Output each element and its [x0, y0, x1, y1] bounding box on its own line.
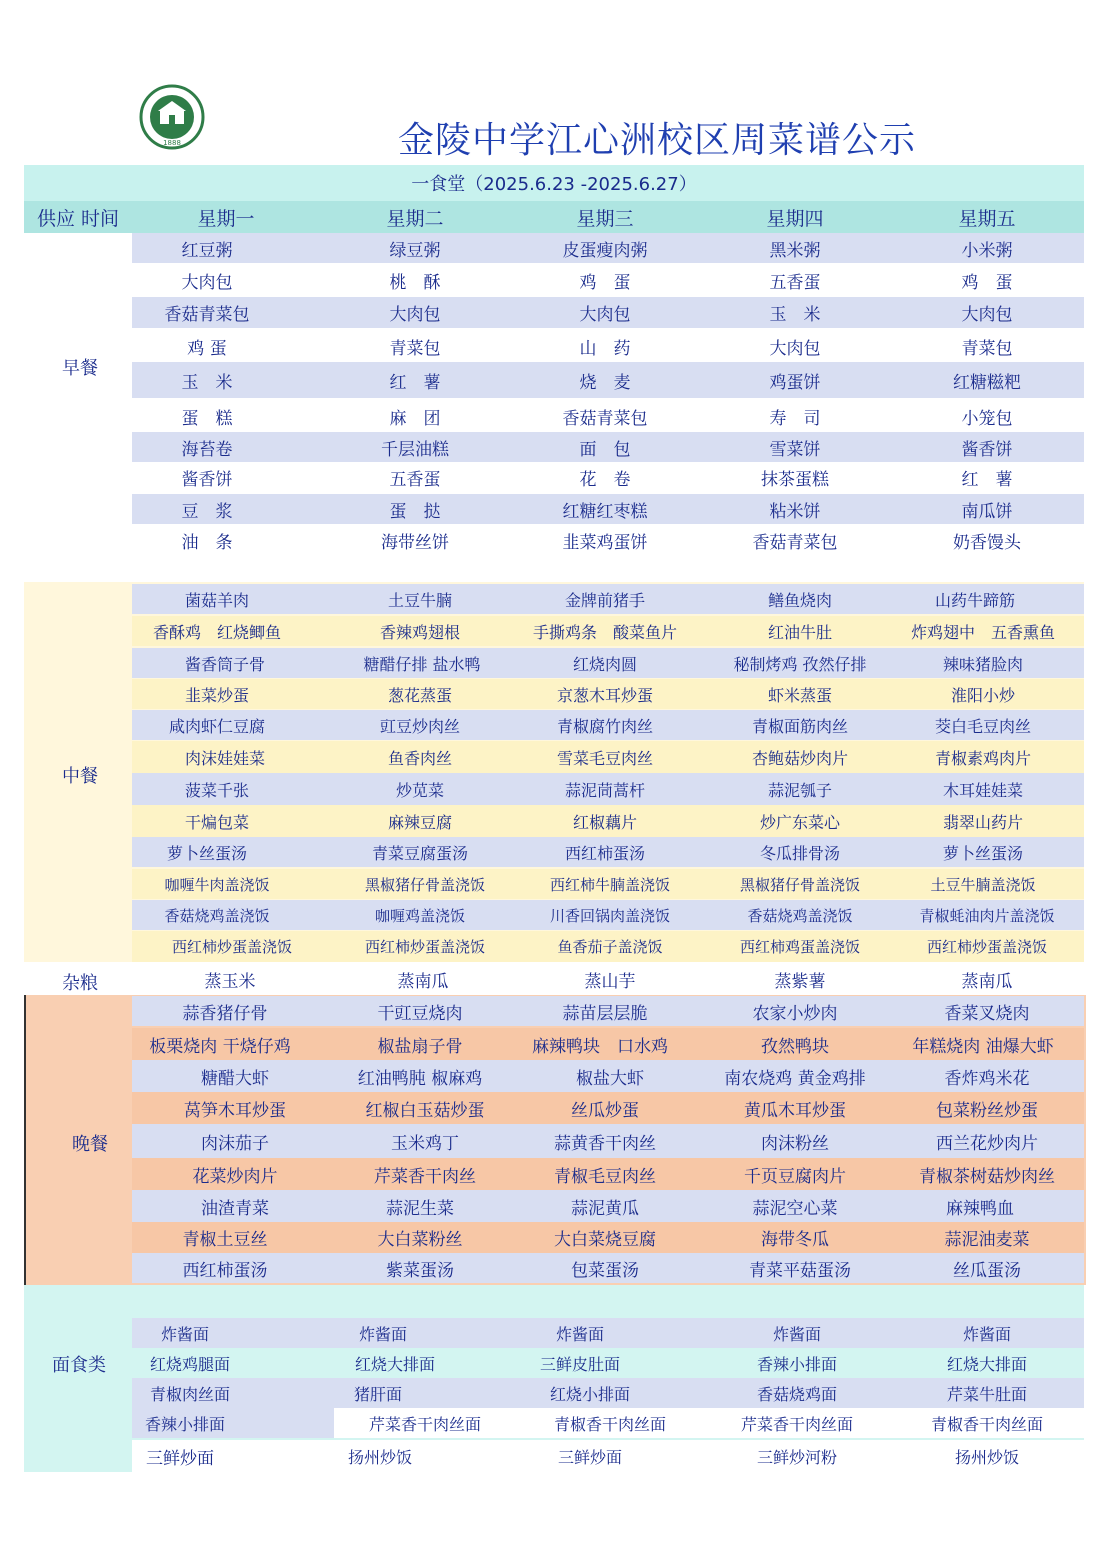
menu-cell: 香辣小排面 [756, 1354, 837, 1374]
menu-cell: 青椒肉丝面 [149, 1384, 230, 1404]
menu-cell: 香辣鸡翅根 [379, 622, 460, 642]
menu-cell: 咖喱鸡盖浇饭 [374, 906, 465, 925]
menu-cell: 香炸鸡米花 [944, 1068, 1030, 1089]
lunch-row [132, 616, 1084, 646]
menu-cell: 包菜蛋汤 [571, 1260, 639, 1281]
menu-cell: 西红柿鸡蛋盖浇饭 [739, 938, 860, 956]
noodle-row [132, 1408, 1084, 1438]
menu-cell: 肉沫娃娃菜 [184, 748, 265, 768]
menu-cell: 雪菜毛豆肉丝 [556, 748, 653, 768]
menu-cell: 韭菜鸡蛋饼 [562, 532, 648, 553]
menu-cell: 芹菜牛肚面 [946, 1384, 1027, 1404]
menu-cell: 蒸山芋 [584, 971, 636, 992]
menu-cell: 板栗烧肉 干烧仔鸡 [149, 1036, 291, 1057]
menu-cell: 西红柿牛腩盖浇饭 [549, 875, 670, 894]
menu-cell: 大白菜粉丝 [377, 1230, 463, 1250]
menu-cell: 干豇豆烧肉 [377, 1003, 463, 1024]
menu-cell: 农家小炒肉 [752, 1003, 838, 1024]
menu-cell: 香菇青菜包 [752, 532, 838, 553]
header-day: 星期四 [766, 207, 824, 230]
menu-cell: 丝瓜蛋汤 [953, 1260, 1021, 1281]
menu-cell: 麻辣豆腐 [387, 812, 452, 832]
lunch-row [132, 773, 1084, 805]
menu-cell: 烧 麦 [579, 372, 631, 393]
dinner-row [132, 1060, 1084, 1092]
school-logo [130, 84, 214, 150]
menu-cell: 孜然鸭块 [761, 1036, 829, 1057]
menu-cell: 玉米鸡丁 [391, 1133, 459, 1154]
menu-cell: 蒜泥生菜 [386, 1198, 454, 1219]
menu-cell: 红油鸭肫 椒麻鸡 [357, 1068, 483, 1089]
menu-cell: 红油牛肚 [767, 622, 832, 642]
menu-cell: 辣味猪脸肉 [942, 654, 1023, 674]
menu-cell: 翡翠山药片 [942, 812, 1023, 832]
menu-cell: 油渣青菜 [201, 1198, 269, 1219]
dinner-row [132, 1190, 1084, 1222]
breakfast-row [132, 432, 1084, 462]
menu-cell: 包菜粉丝炒蛋 [936, 1100, 1038, 1121]
menu-cell: 香菇烧鸡面 [756, 1384, 837, 1404]
breakfast-row [132, 462, 1084, 492]
lunch-row [132, 900, 1084, 930]
menu-cell: 红烧肉圆 [572, 654, 637, 674]
menu-cell: 蒜苗层层脆 [562, 1003, 648, 1024]
menu-cell: 红糖红枣糕 [562, 501, 648, 522]
menu-cell: 青菜包 [961, 338, 1013, 359]
menu-cell: 蒜泥茼蒿杆 [564, 780, 645, 800]
menu-cell: 丝瓜炒蛋 [571, 1100, 639, 1121]
menu-cell: 手撕鸡条 酸菜鱼片 [532, 622, 677, 642]
menu-cell: 青菜平菇蛋汤 [749, 1260, 851, 1281]
lunch-label: 中餐 [62, 766, 98, 787]
menu-cell: 芹菜香干肉丝 [374, 1166, 476, 1187]
header-supply-time: 供应 时间 [36, 207, 120, 230]
menu-cell: 红烧大排面 [354, 1354, 435, 1374]
menu-cell: 萝卜丝蛋汤 [942, 843, 1023, 863]
dinner-row [132, 996, 1084, 1026]
lunch-row [132, 710, 1084, 740]
menu-cell: 红烧鸡腿面 [149, 1354, 230, 1374]
menu-cell: 麻辣鸭血 [946, 1198, 1014, 1219]
menu-cell: 青椒蚝油肉片盖浇饭 [919, 906, 1055, 925]
menu-cell: 年糕烧肉 油爆大虾 [912, 1036, 1054, 1057]
menu-cell: 茭白毛豆肉丝 [934, 716, 1031, 736]
menu-cell: 酱香饼 [961, 439, 1013, 460]
grains-label: 杂粮 [62, 973, 98, 994]
menu-cell: 炸酱面 [358, 1324, 407, 1344]
header-day: 星期二 [386, 207, 444, 230]
dinner-row [132, 1028, 1084, 1060]
dinner-row [132, 1222, 1084, 1253]
menu-cell: 蛋 糕 [181, 408, 233, 429]
breakfast-row [132, 494, 1084, 524]
menu-cell: 千层油糕 [381, 439, 449, 460]
menu-cell: 奶香馒头 [953, 532, 1021, 553]
menu-cell: 韭菜炒蛋 [184, 685, 249, 705]
menu-cell: 豇豆炒肉丝 [379, 716, 460, 736]
menu-cell: 炒广东菜心 [759, 812, 840, 832]
menu-cell: 芹菜香干肉丝面 [368, 1414, 481, 1434]
menu-cell: 肉沫茄子 [201, 1133, 269, 1154]
menu-cell: 秘制烤鸡 孜然仔排 [733, 654, 867, 674]
menu-cell: 菠菜千张 [184, 780, 249, 800]
menu-cell: 蒜泥黄瓜 [571, 1198, 639, 1219]
dinner-row [132, 1158, 1084, 1190]
menu-cell: 面 包 [579, 439, 631, 460]
menu-cell: 干煸包菜 [184, 812, 249, 832]
menu-cell: 寿 司 [769, 408, 821, 429]
menu-cell: 蒸玉米 [204, 971, 256, 992]
menu-cell: 红糖糍粑 [953, 372, 1021, 393]
menu-cell: 油 条 [181, 532, 233, 553]
menu-cell: 蒸南瓜 [397, 971, 449, 992]
menu-cell: 炸酱面 [555, 1324, 604, 1344]
menu-cell: 炒苋菜 [395, 780, 444, 800]
menu-cell: 杏鲍菇炒肉片 [751, 748, 848, 768]
menu-cell: 土豆牛腩 [387, 590, 452, 610]
noodle-row [132, 1348, 1084, 1378]
menu-cell: 鸡 蛋 [961, 272, 1013, 293]
menu-cell: 紫菜蛋汤 [386, 1260, 454, 1281]
menu-cell: 肉沫粉丝 [761, 1133, 829, 1154]
menu-cell: 黑椒猪仔骨盖浇饭 [364, 875, 485, 894]
menu-cell: 西红柿炒蛋盖浇饭 [926, 938, 1047, 956]
breakfast-row [132, 362, 1084, 398]
menu-cell: 鱼香茄子盖浇饭 [557, 938, 663, 956]
menu-cell: 青菜豆腐蛋汤 [371, 843, 468, 863]
lunch-row [132, 837, 1084, 867]
menu-cell: 香菇烧鸡盖浇饭 [747, 906, 853, 925]
menu-cell: 金牌前猪手 [564, 590, 645, 610]
menu-cell: 抹茶蛋糕 [761, 469, 829, 490]
menu-cell: 南瓜饼 [961, 501, 1013, 522]
header-day: 星期三 [576, 207, 634, 230]
menu-cell: 红烧小排面 [549, 1384, 630, 1404]
subtitle-band [24, 165, 1084, 201]
menu-cell: 糖醋大虾 [201, 1068, 269, 1089]
canteen-date-range: 一食堂（2025.6.23 -2025.6.27） [411, 174, 697, 195]
menu-cell: 青椒土豆丝 [182, 1230, 268, 1250]
menu-cell: 花菜炒肉片 [192, 1166, 278, 1187]
menu-cell: 大肉包 [389, 305, 441, 325]
menu-cell: 葱花蒸蛋 [387, 685, 452, 705]
menu-cell: 炸酱面 [962, 1324, 1011, 1344]
menu-cell: 三鲜炒河粉 [756, 1447, 837, 1467]
menu-cell: 西红柿炒蛋盖浇饭 [364, 938, 485, 956]
menu-cell: 黄瓜木耳炒蛋 [744, 1100, 846, 1121]
breakfast-row [132, 400, 1084, 432]
breakfast-row [132, 297, 1084, 328]
menu-cell: 三鲜炒面 [146, 1448, 214, 1469]
menu-cell: 玉 米 [181, 372, 233, 393]
header-day: 星期五 [958, 207, 1016, 230]
menu-cell: 大白菜烧豆腐 [554, 1230, 656, 1250]
menu-cell: 南农烧鸡 黄金鸡排 [724, 1068, 866, 1089]
menu-cell: 蒜泥空心菜 [752, 1198, 838, 1219]
menu-cell: 香菜叉烧肉 [944, 1003, 1030, 1024]
menu-cell: 小笼包 [961, 408, 1013, 429]
menu-cell: 五香蛋 [389, 469, 441, 490]
menu-cell: 炸酱面 [772, 1324, 821, 1344]
menu-cell: 芹菜香干肉丝面 [740, 1414, 853, 1434]
menu-cell: 三鲜炒面 [557, 1447, 622, 1467]
menu-cell: 大肉包 [181, 272, 233, 293]
menu-cell: 蒜香猪仔骨 [182, 1003, 268, 1024]
menu-cell: 咖喱牛肉盖浇饭 [164, 875, 270, 894]
menu-cell: 青椒素鸡肉片 [934, 748, 1031, 768]
menu-cell: 香辣小排面 [144, 1414, 225, 1434]
menu-cell: 鸡 蛋 [579, 272, 631, 293]
menu-cell: 土豆牛腩盖浇饭 [930, 875, 1036, 894]
menu-cell: 蒜泥油麦菜 [944, 1230, 1030, 1250]
menu-cell: 黑椒猪仔骨盖浇饭 [739, 875, 860, 894]
dinner-label: 晚餐 [72, 1134, 108, 1155]
menu-cell: 雪菜饼 [769, 439, 821, 460]
menu-cell: 海带丝饼 [381, 532, 449, 553]
menu-cell: 扬州炒饭 [954, 1447, 1019, 1467]
menu-cell: 椒盐大虾 [576, 1068, 644, 1089]
menu-cell: 川香回锅肉盖浇饭 [549, 906, 670, 925]
menu-cell: 虾米蒸蛋 [767, 685, 832, 705]
menu-cell: 海苔卷 [181, 439, 233, 460]
menu-cell: 青椒香干肉丝面 [553, 1414, 666, 1434]
menu-cell: 鱼香肉丝 [387, 748, 452, 768]
menu-cell: 青椒香干肉丝面 [930, 1414, 1043, 1434]
breakfast-label: 早餐 [62, 358, 98, 379]
breakfast-row [132, 330, 1084, 362]
menu-cell: 大肉包 [769, 338, 821, 359]
menu-cell: 千页豆腐肉片 [744, 1166, 846, 1187]
menu-cell: 青菜包 [389, 338, 441, 359]
menu-cell: 青椒腐竹肉丝 [556, 716, 653, 736]
breakfast-row [132, 525, 1084, 555]
menu-cell: 萝卜丝蛋汤 [166, 843, 247, 863]
menu-cell: 山药牛蹄筋 [934, 590, 1015, 610]
menu-cell: 粘米饼 [769, 501, 821, 522]
menu-cell: 绿豆粥 [389, 240, 441, 261]
menu-cell: 扬州炒饭 [347, 1447, 412, 1467]
menu-cell: 淮阳小炒 [950, 685, 1015, 705]
menu-cell: 黑米粥 [769, 240, 821, 261]
menu-cell: 红 薯 [389, 372, 441, 393]
header-day: 星期一 [197, 207, 255, 230]
menu-cell: 酱香饼 [181, 469, 233, 490]
menu-cell: 麻 团 [389, 408, 441, 429]
lunch-row [132, 584, 1084, 614]
logo-year: 1888 [163, 139, 181, 147]
menu-cell: 三鲜皮肚面 [539, 1354, 620, 1374]
lunch-row [132, 679, 1084, 709]
menu-cell: 西红柿蛋汤 [182, 1260, 268, 1281]
lunch-row [132, 931, 1084, 962]
noodle-row [132, 1378, 1084, 1408]
menu-cell: 椒盐扇子骨 [377, 1036, 463, 1057]
menu-cell: 桃 酥 [389, 272, 441, 293]
breakfast-row [132, 233, 1084, 263]
noodles-label: 面食类 [52, 1355, 106, 1376]
menu-cell: 红椒白玉菇炒蛋 [365, 1100, 485, 1121]
menu-cell: 蒸紫薯 [774, 971, 826, 992]
menu-cell: 京葱木耳炒蛋 [556, 685, 653, 705]
lunch-row [132, 805, 1084, 837]
dinner-row [132, 1092, 1084, 1124]
menu-cell: 鸡 蛋 [187, 338, 227, 359]
menu-cell: 玉 米 [769, 305, 821, 325]
menu-cell: 青椒面筋肉丝 [751, 716, 848, 736]
menu-cell: 蒜泥瓠子 [767, 780, 832, 800]
menu-cell: 炸鸡翅中 五香熏鱼 [910, 622, 1055, 642]
menu-cell: 鳝鱼烧肉 [767, 590, 832, 610]
dinner-row [132, 1253, 1084, 1283]
menu-cell: 红 薯 [961, 469, 1013, 490]
menu-cell: 红豆粥 [181, 240, 233, 261]
menu-cell: 炸酱面 [160, 1324, 209, 1344]
menu-cell: 大肉包 [579, 305, 631, 325]
grains-row [132, 964, 1084, 994]
menu-cell: 蒸南瓜 [961, 971, 1013, 992]
menu-cell: 香酥鸡 红烧鲫鱼 [152, 622, 281, 642]
menu-cell: 莴笋木耳炒蛋 [184, 1100, 286, 1121]
menu-cell: 西兰花炒肉片 [936, 1133, 1038, 1154]
breakfast-row [132, 265, 1084, 295]
menu-cell: 皮蛋瘦肉粥 [562, 240, 648, 261]
menu-cell: 糖醋仔排 盐水鸭 [363, 654, 481, 674]
menu-cell: 大肉包 [961, 305, 1013, 325]
menu-cell: 鸡蛋饼 [769, 372, 821, 393]
menu-cell: 青椒茶树菇炒肉丝 [919, 1166, 1055, 1187]
noodle-row [132, 1440, 1084, 1472]
menu-cell: 猪肝面 [353, 1384, 402, 1404]
menu-cell: 香菇青菜包 [562, 408, 648, 429]
header-row [24, 201, 1084, 233]
menu-cell: 西红柿蛋汤 [564, 843, 645, 863]
menu-cell: 香菇烧鸡盖浇饭 [164, 906, 270, 925]
menu-cell: 海带冬瓜 [761, 1230, 829, 1250]
menu-cell: 菌菇羊肉 [184, 590, 249, 610]
lunch-row [132, 741, 1084, 773]
lunch-row [132, 648, 1084, 678]
page-title: 金陵中学江心洲校区周菜谱公示 [398, 120, 917, 161]
menu-cell: 香菇青菜包 [164, 305, 250, 325]
menu-cell: 冬瓜排骨汤 [759, 843, 840, 863]
menu-cell: 酱香筒子骨 [184, 654, 265, 674]
menu-cell: 咸肉虾仁豆腐 [168, 716, 265, 736]
menu-cell: 五香蛋 [769, 272, 821, 293]
menu-cell: 山 药 [579, 338, 631, 359]
menu-cell: 花 卷 [579, 469, 631, 490]
menu-cell: 木耳娃娃菜 [942, 780, 1023, 800]
menu-cell: 小米粥 [961, 240, 1013, 261]
noodle-row [132, 1318, 1084, 1348]
menu-cell: 蛋 挞 [389, 501, 441, 522]
menu-cell: 豆 浆 [181, 501, 233, 522]
menu-cell: 西红柿炒蛋盖浇饭 [171, 938, 292, 956]
menu-cell: 麻辣鸭块 口水鸡 [532, 1036, 668, 1057]
menu-cell: 蒜黄香干肉丝 [554, 1133, 656, 1154]
menu-cell: 红烧大排面 [946, 1354, 1027, 1374]
menu-cell: 红椒藕片 [572, 812, 637, 832]
lunch-row [132, 869, 1084, 899]
menu-cell: 青椒毛豆肉丝 [554, 1166, 656, 1187]
dinner-row [132, 1124, 1084, 1158]
